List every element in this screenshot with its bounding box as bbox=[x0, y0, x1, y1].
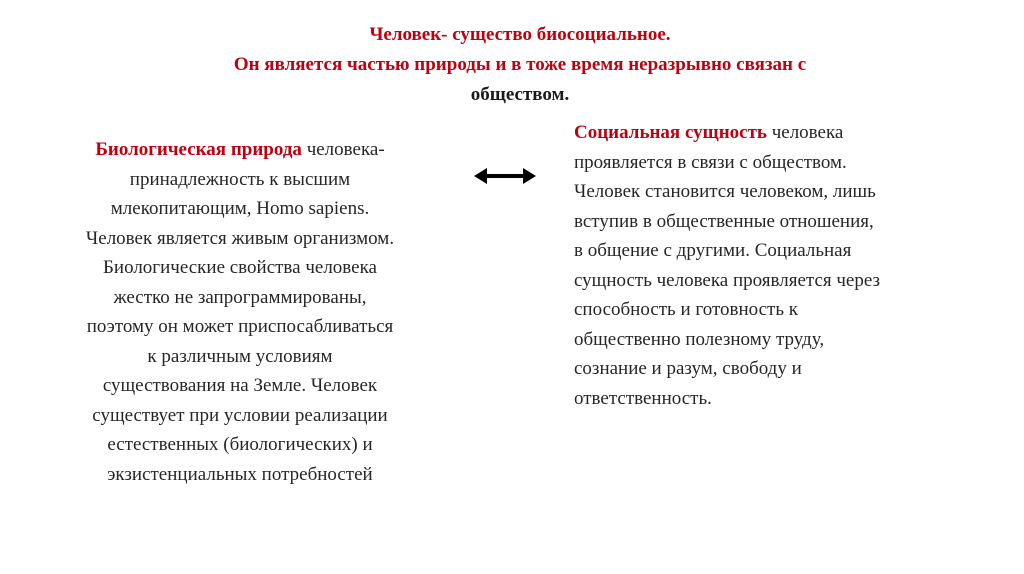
left-line-6: жестко не запрограммированы, bbox=[113, 286, 367, 308]
biological-nature-block bbox=[20, 135, 460, 489]
left-line-11: естественных (биологических) и bbox=[107, 434, 373, 455]
left-line-3: млекопитающим, Homo sapiens. bbox=[110, 198, 370, 219]
right-line-1-text: человека bbox=[766, 122, 844, 143]
slide-title bbox=[120, 20, 920, 110]
left-line-7: поэтому он может приспосабливаться bbox=[86, 316, 394, 337]
right-line-2: проявляется в связи с обществом. bbox=[574, 151, 847, 173]
social-essence-block bbox=[574, 118, 1004, 413]
right-line-5: в общение с другими. Социальная bbox=[574, 240, 852, 261]
left-line-2: принадлежность к высшим bbox=[129, 168, 351, 190]
right-line-4: вступив в общественные отношения, bbox=[574, 210, 874, 232]
right-line-9: сознание и разум, свободу и bbox=[574, 358, 802, 379]
double-headed-arrow-icon bbox=[474, 166, 536, 186]
right-line-10: ответственность. bbox=[574, 387, 712, 409]
left-line-8: к различным условиям bbox=[147, 345, 333, 367]
left-line-1-text: человека- bbox=[301, 139, 385, 160]
social-essence-term: Социальная сущность bbox=[574, 122, 767, 143]
left-line-10: существует при условии реализации bbox=[92, 404, 388, 426]
left-line-4: Человек является живым организмом. bbox=[85, 227, 395, 249]
biological-nature-term: Биологическая природа bbox=[95, 139, 302, 160]
left-line-9: существования на Земле. Человек bbox=[102, 375, 378, 396]
right-line-8: общественно полезному труду, bbox=[574, 328, 825, 350]
left-line-1 bbox=[20, 135, 460, 165]
title-line-3: обществом. bbox=[470, 84, 570, 105]
left-line-5: Биологические свойства человека bbox=[103, 257, 377, 278]
left-line-12: экзистенциальных потребностей bbox=[107, 463, 373, 485]
right-line-6: сущность человека проявляется через bbox=[574, 269, 881, 291]
right-line-7: способность и готовность к bbox=[574, 299, 799, 320]
title-line-1: Человек- существо биосоциальное. bbox=[369, 24, 671, 45]
right-line-1 bbox=[574, 118, 1004, 148]
title-line-2: Он является частью природы и в тоже время неразрывно связан с bbox=[233, 54, 807, 75]
right-line-3: Человек становится человеком, лишь bbox=[574, 181, 876, 202]
